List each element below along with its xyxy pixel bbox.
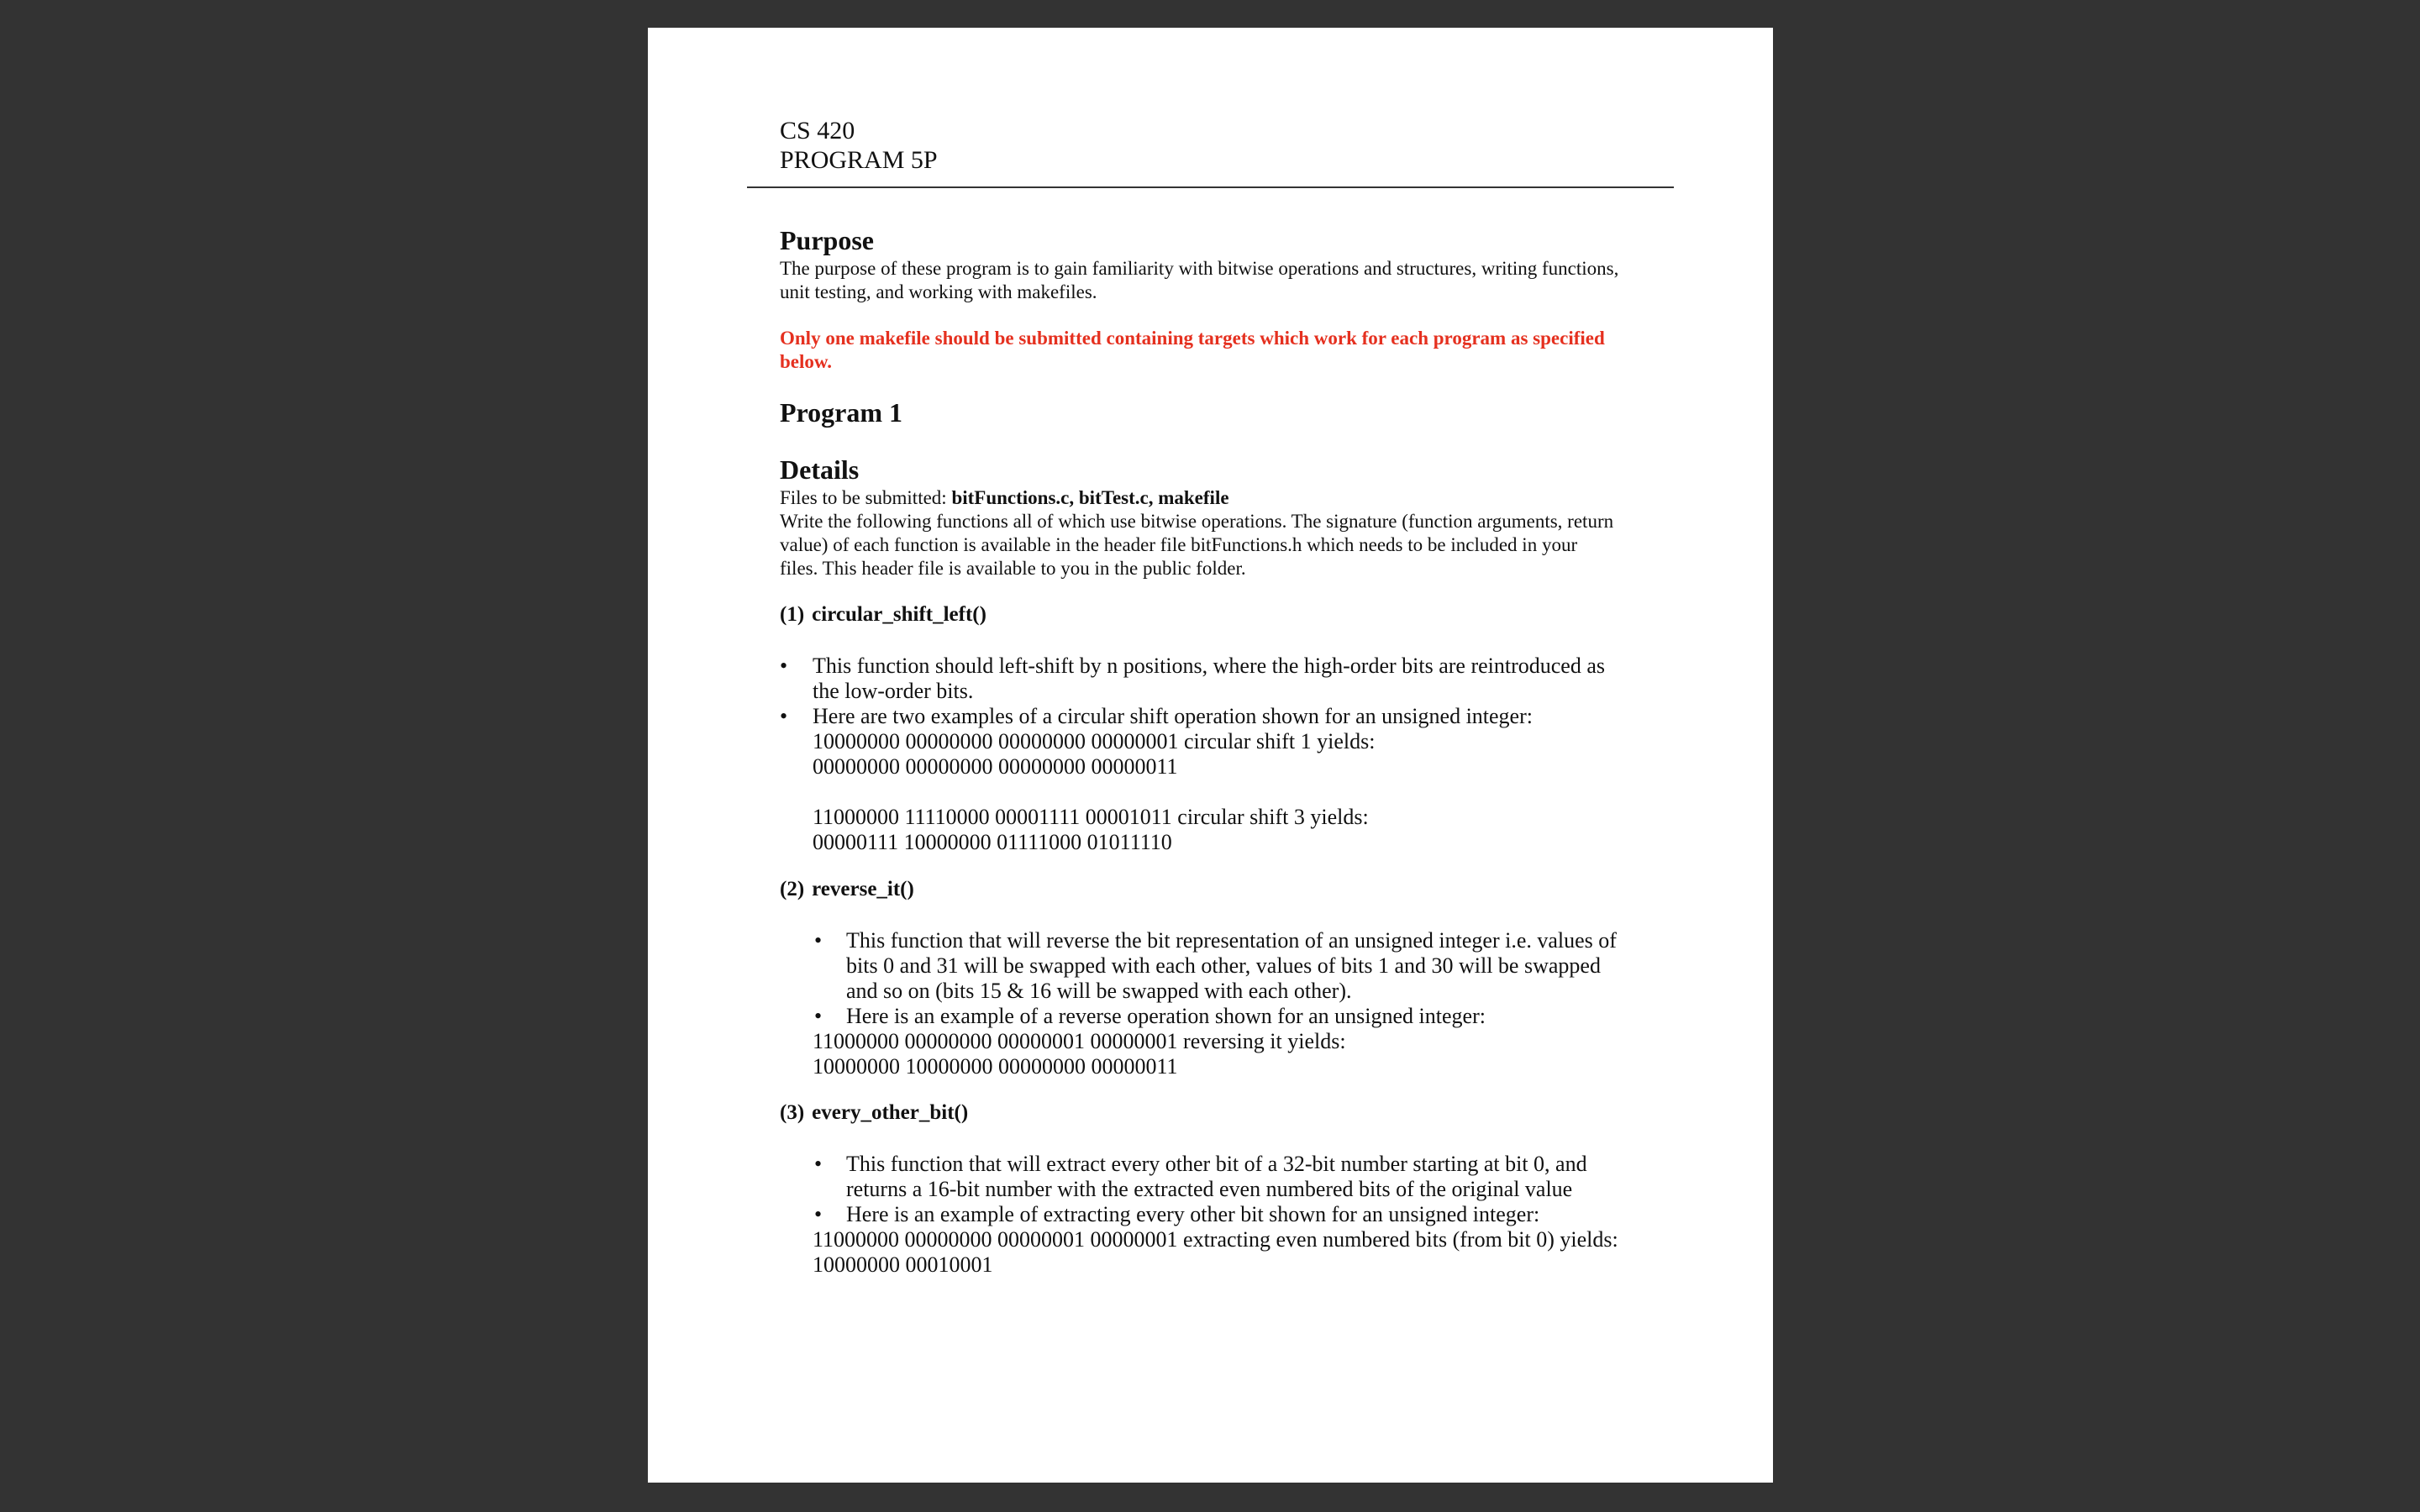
- bullet-text: This function that will reverse the bit representation of an unsigned integer i.e. values of bits 0 and 31 will be swapped with each other, values of bits 1 and 30 will be swapped and so on (bits 15 & 16 will be swapped with each other).: [846, 928, 1617, 1003]
- page-content: [780, 116, 1620, 1278]
- list-item: [780, 928, 1620, 1004]
- list-item: [780, 704, 1620, 729]
- bullet-text: Here is an example of a reverse operation shown for an unsigned integer:: [846, 1004, 1486, 1028]
- function-number: (3): [780, 1101, 805, 1124]
- bullet-text: This function that will extract every other bit of a 32-bit number starting at bit 0, and returns a 16-bit number with the extracted even numbered bits of the original value: [846, 1152, 1587, 1201]
- bullet-text: Here are two examples of a circular shift operation shown for an unsigned integer:: [813, 704, 1533, 728]
- document-page[interactable]: [648, 28, 1773, 1483]
- course-label: CS 420: [780, 117, 855, 144]
- makefile-warning: Only one makefile should be submitted containing targets which work for each program as specified below.: [780, 328, 1605, 372]
- files-label: Files to be submitted:: [780, 487, 952, 508]
- list-item: [780, 654, 1620, 704]
- program-heading: Program 1: [780, 397, 903, 428]
- bullet-glyph: •: [780, 704, 788, 728]
- function-number: (2): [780, 878, 805, 900]
- files-value: bitFunctions.c, bitTest.c, makefile: [951, 487, 1229, 508]
- example-line: 10000000 00010001: [813, 1252, 993, 1277]
- function-number: (1): [780, 603, 805, 626]
- example-line: 00000111 10000000 01111000 01011110: [813, 830, 1172, 854]
- function-heading-reverse-it: [780, 877, 1620, 902]
- example-line: 10000000 00000000 00000000 00000001 circular shift 1 yields:: [813, 729, 1376, 753]
- files-to-submit: [780, 486, 1620, 510]
- function-heading-circular-shift: [780, 602, 1620, 627]
- function-2-bullets: [780, 928, 1620, 1029]
- function-name: reverse_it(): [812, 878, 914, 900]
- intro-text: Write the following functions all of which use bitwise operations. The signature (function arguments, return value) of each function is available in the header file bitFunctions.h which needs to be included in your files. This header file is available to you in the public folder.: [780, 511, 1614, 579]
- example-line: 11000000 00000000 00000001 00000001 extracting even numbered bits (from bit 0) yields:: [813, 1227, 1618, 1252]
- bullet-glyph: •: [814, 1202, 823, 1226]
- bullet-text: Here is an example of extracting every other bit shown for an unsigned integer:: [846, 1202, 1540, 1226]
- function-name: circular_shift_left(): [812, 603, 986, 626]
- function-name: every_other_bit(): [812, 1101, 969, 1124]
- list-item: [780, 1202, 1620, 1227]
- bullet-glyph: •: [814, 1004, 823, 1028]
- purpose-text: The purpose of these program is to gain familiarity with bitwise operations and structures, writing functions, unit testing, and working with makefiles.: [780, 258, 1619, 302]
- bullet-glyph: •: [814, 928, 823, 953]
- example-line: 10000000 10000000 00000000 00000011: [813, 1054, 1178, 1079]
- purpose-heading: Purpose: [780, 225, 874, 255]
- bullet-glyph: •: [814, 1152, 823, 1176]
- example-line: 11000000 11110000 00001111 00001011 circular shift 3 yields:: [813, 805, 1369, 829]
- function-1-bullets: [780, 654, 1620, 729]
- bullet-text: This function should left-shift by n positions, where the high-order bits are reintroduced as the low-order bits.: [813, 654, 1606, 703]
- function-3-bullets: [780, 1152, 1620, 1227]
- example-line: 11000000 00000000 00000001 00000001 reversing it yields:: [813, 1029, 1346, 1053]
- list-item: [780, 1152, 1620, 1202]
- example-line: 00000000 00000000 00000000 00000011: [813, 754, 1178, 779]
- bullet-glyph: •: [780, 654, 788, 678]
- program-code-label: PROGRAM 5P: [780, 146, 938, 174]
- details-heading: Details: [780, 454, 860, 485]
- function-heading-every-other-bit: [780, 1100, 1620, 1126]
- list-item: [780, 1004, 1620, 1029]
